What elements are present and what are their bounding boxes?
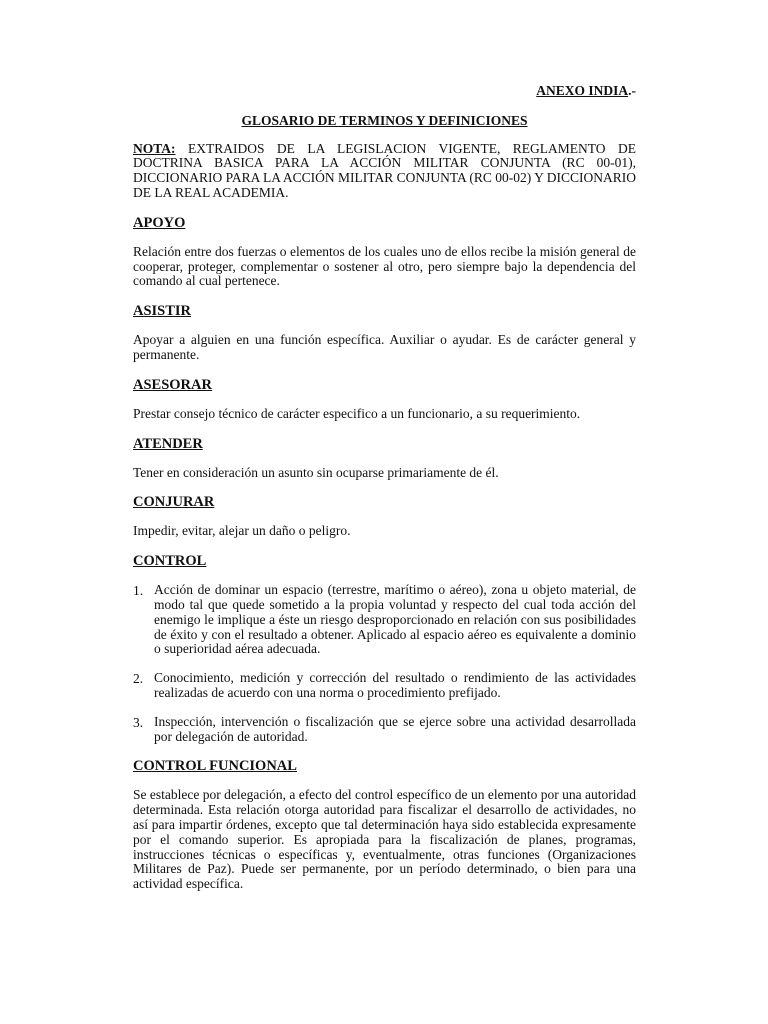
term-heading: APOYO xyxy=(133,214,186,231)
term-heading: ATENDER xyxy=(133,435,203,452)
list-item-number: 2. xyxy=(133,671,144,687)
term-heading: ASESORAR xyxy=(133,376,212,393)
term-heading: ASISTIR xyxy=(133,303,192,320)
term-definition: Tener en consideración un asunto sin ocuparse primariamente de él. xyxy=(133,464,499,480)
list-item xyxy=(133,583,636,657)
document-body xyxy=(133,84,636,892)
list-item-number: 3. xyxy=(133,714,144,730)
term-definition: Relación entre dos fuerzas o elementos de los cuales uno de ellos recibe la misión general de cooperar, proteger, complementar o sostener al otro, pero siempre bajo la dependencia del comando al cual pertenece. xyxy=(133,243,636,289)
term-heading-control-funcional: CONTROL FUNCIONAL xyxy=(133,758,297,775)
term-definition: Prestar consejo técnico de carácter especifico a un funcionario, a su requerimiento. xyxy=(133,405,581,421)
list-item xyxy=(133,671,636,701)
note-text: EXTRAIDOS DE LA LEGISLACION VIGENTE, REGLAMENTO DE DOCTRINA BASICA PARA LA ACCIÓN MILITAR CONJUNTA (RC 00-01), DICCIONARIO PARA LA ACCIÓN MILITAR CONJUNTA (RC 00-02) Y DICCIONARIO DE LA REAL ACADEMIA. xyxy=(133,140,636,200)
list-item-text: Conocimiento, medición y corrección del resultado o rendimiento de las actividades realizadas de acuerdo con una norma o procedimiento prefijado. xyxy=(154,670,636,700)
term-definition: Impedir, evitar, alejar un daño o peligro. xyxy=(133,523,351,539)
list-item-text: Inspección, intervención o fiscalización que se ejerce sobre una actividad desarrollada por delegación de autoridad. xyxy=(154,713,636,744)
annex-label: ANEXO INDIA xyxy=(536,83,629,98)
note-paragraph xyxy=(133,142,636,201)
annex-suffix: .- xyxy=(628,83,636,98)
note-label: NOTA: xyxy=(133,140,176,156)
list-item xyxy=(133,715,636,745)
term-definition: Se establece por delegación, a efecto del control específico de un elemento por una autoridad determinada. Esta relación otorga autoridad para fiscalizar el desarrollo de actividades, no así para impartir órdenes, excepto que tal determinación haya sido establecida expresamente por el comando superior. Es apropiada para la fiscalización de planes, programas, instrucciones técnicas o específicas y, eventualmente, otras funciones (Organizaciones Militares de Paz). Puede ser permanente, por un período determinado, o bien para una actividad específica. xyxy=(133,787,636,892)
term-heading-control: CONTROL xyxy=(133,553,207,570)
control-definition-list xyxy=(133,583,636,744)
term-heading: CONJURAR xyxy=(133,494,215,511)
list-item-number: 1. xyxy=(133,583,144,599)
term-definition: Apoyar a alguien en una función específica. Auxiliar o ayudar. Es de carácter general y permanente. xyxy=(133,332,636,362)
glossary-title: GLOSARIO DE TERMINOS Y DEFINICIONES xyxy=(241,112,528,128)
list-item-text: Acción de dominar un espacio (terrestre, marítimo o aéreo), zona u objeto material, de modo tal que quede sometido a la propia voluntad y respecto del cual toda acción del enemigo le implique a éste un riesgo desproporcionado en relación con sus posibilidades de éxito y con el resultado a obtener. Aplicado al espacio aéreo es equivalente a dominio o superioridad aérea adecuada. xyxy=(154,582,636,657)
annex-heading xyxy=(133,84,636,99)
